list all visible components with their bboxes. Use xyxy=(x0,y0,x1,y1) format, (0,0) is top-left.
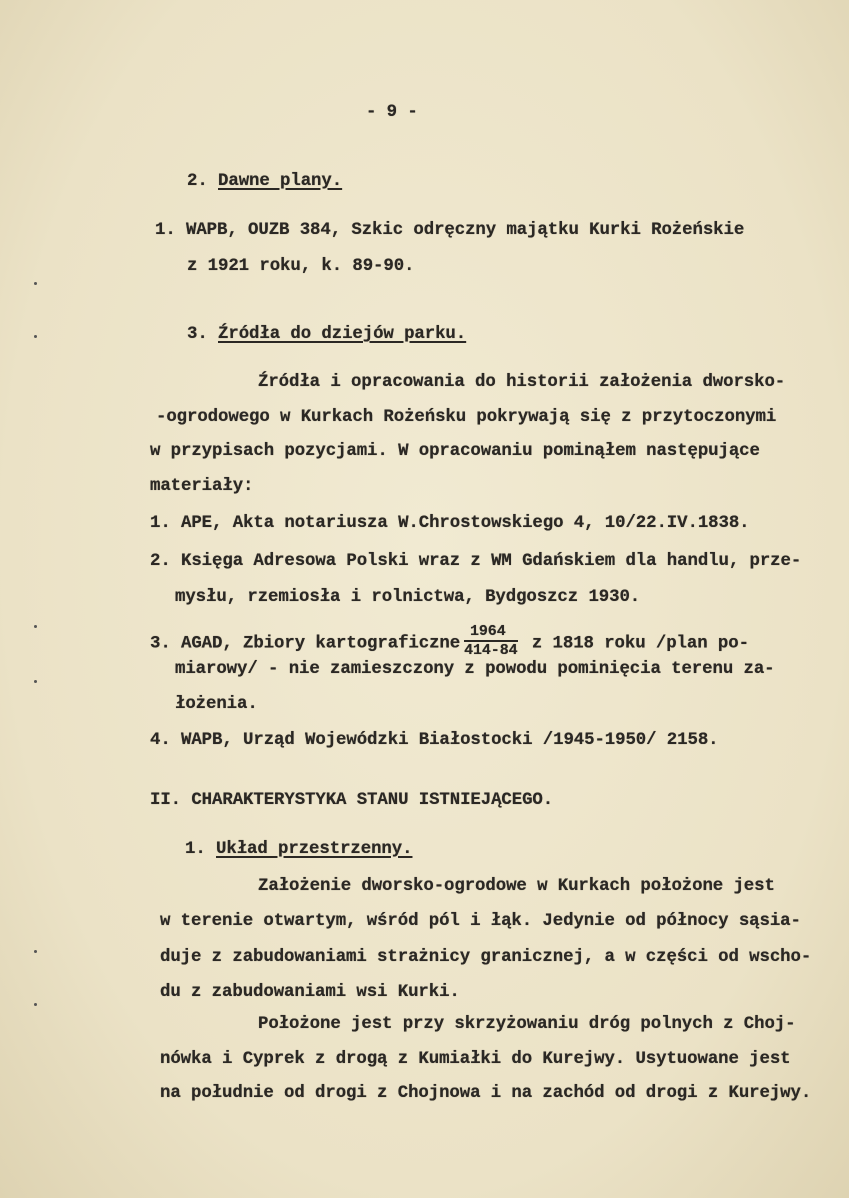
section-title: Dawne plany. xyxy=(218,172,343,191)
binding-hole-mark xyxy=(34,282,37,285)
plan-item-line: 1. WAPB, OUZB 384, Szkic odręczny majątku Kurki Rożeńskie xyxy=(155,221,745,240)
paragraph-line: w terenie otwartym, wśród pól i łąk. Jedynie od północy sąsia- xyxy=(160,912,801,931)
material-item: 1. APE, Akta notariusza W.Chrostowskiego 4, 10/22.IV.1838. xyxy=(150,514,750,533)
paragraph-line: na południe od drogi z Chojnowa i na zachód od drogi z Kurejwy. xyxy=(160,1084,812,1103)
section-title: Źródła do dziejów parku. xyxy=(218,325,467,344)
binding-hole-mark xyxy=(34,1003,37,1006)
subsection-heading xyxy=(185,840,412,860)
binding-hole-mark xyxy=(34,335,37,338)
paragraph-line: Założenie dworsko-ogrodowe w Kurkach położone jest xyxy=(258,877,775,896)
paragraph-line: duje z zabudowaniami strażnicy granicznej, a w części od wscho- xyxy=(160,948,812,967)
chapter-heading: II. CHARAKTERYSTYKA STANU ISTNIEJĄCEGO. xyxy=(150,791,554,810)
material-item: 4. WAPB, Urząd Wojewódzki Białostocki /1945-1950/ 2158. xyxy=(150,731,719,750)
plan-item-line: z 1921 roku, k. 89-90. xyxy=(187,257,415,276)
paragraph-line: Źródła i opracowania do historii założenia dworsko- xyxy=(258,373,786,392)
paragraph-line: -ogrodowego w Kurkach Rożeńsku pokrywają się z przytoczonymi xyxy=(156,408,777,427)
section-number: 1. xyxy=(185,840,206,859)
material-text: 3. AGAD, Zbiory kartograficzne xyxy=(150,634,461,654)
binding-hole-mark xyxy=(34,950,37,953)
material-item xyxy=(150,623,749,660)
section-number: 2. xyxy=(187,172,208,191)
section-number: 3. xyxy=(187,325,208,344)
paragraph-line: nówka i Cyprek z drogą z Kumiałki do Kurejwy. Usytuowane jest xyxy=(160,1050,791,1069)
material-item-cont: łożenia. xyxy=(175,695,258,714)
page-number: - 9 - xyxy=(366,103,418,122)
paragraph-line: w przypisach pozycjami. W opracowaniu pominąłem następujące xyxy=(150,442,760,461)
material-item-cont: mysłu, rzemiosła i rolnictwa, Bydgoszcz 1930. xyxy=(175,588,641,607)
section-heading-zrodla xyxy=(187,325,466,345)
fraction-denominator: 414-84 xyxy=(464,642,518,659)
archive-signature-fraction xyxy=(464,624,517,658)
paragraph-line: Położone jest przy skrzyżowaniu dróg polnych z Choj- xyxy=(258,1015,796,1034)
fraction-numerator: 1964 xyxy=(464,624,517,642)
section-heading-dawne-plany xyxy=(187,172,342,192)
binding-hole-mark xyxy=(34,625,37,628)
binding-hole-mark xyxy=(34,680,37,683)
paragraph-line: materiały: xyxy=(150,477,254,496)
paragraph-line: du z zabudowaniami wsi Kurki. xyxy=(160,983,460,1002)
material-item-cont: miarowy/ - nie zamieszczony z powodu pominięcia terenu za- xyxy=(175,660,775,679)
material-item: 2. Księga Adresowa Polski wraz z WM Gdańskiem dla handlu, prze- xyxy=(150,552,802,571)
section-title: Układ przestrzenny. xyxy=(216,840,413,859)
material-text: z 1818 roku /plan po- xyxy=(521,634,749,654)
